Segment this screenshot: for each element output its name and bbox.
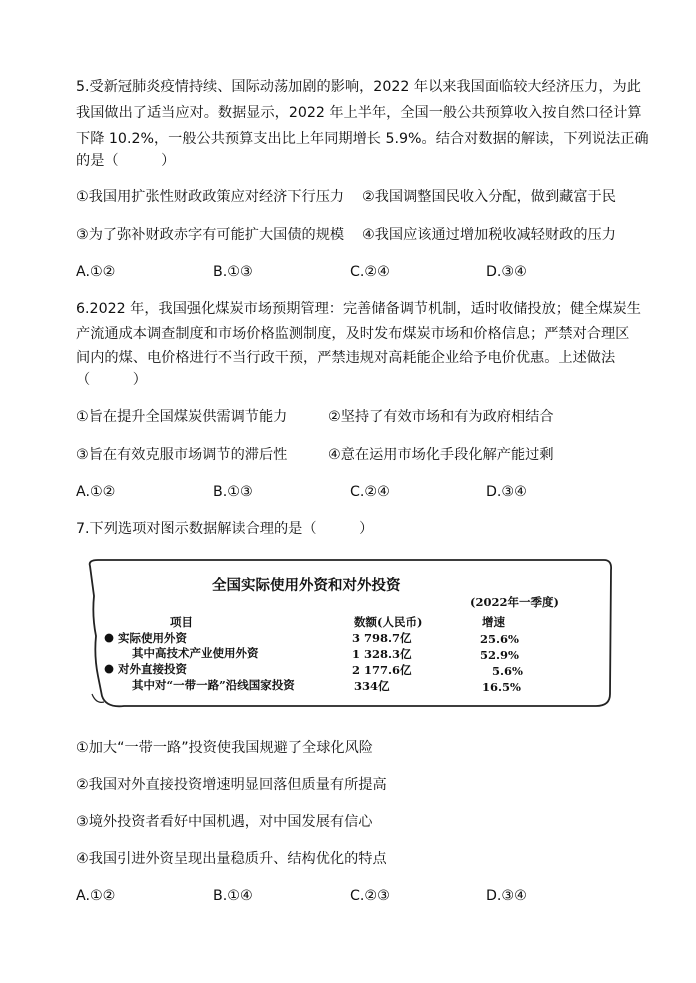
q6-stem-line-2: 产流通成本调查制度和市场价格监测制度，及时发布煤炭市场和价格信息；严禁对合理区: [76, 326, 630, 342]
q6-choice-d[interactable]: D.③④: [486, 484, 527, 500]
q7-item-4: ④我国引进外资呈现出量稳质升、结构优化的特点: [76, 851, 387, 867]
q7-stem: 7.下列选项对图示数据解读合理的是（ ）: [76, 521, 374, 537]
q5-choice-b[interactable]: B.①③: [213, 264, 253, 280]
q7-data-figure: [84, 556, 614, 714]
q5-choice-c[interactable]: C.②④: [350, 264, 390, 280]
figure-row-1-item: 实际使用外资: [118, 631, 187, 645]
q7-item-2: ②我国对外直接投资增速明显回落但质量有所提高: [76, 777, 387, 793]
q5-choice-d[interactable]: D.③④: [486, 264, 527, 280]
figure-row-4-item: 其中对“一带一路”沿线国家投资: [132, 678, 295, 692]
q7-choice-b[interactable]: B.①④: [213, 888, 253, 904]
q6-item-4: ④意在运用市场化手段化解产能过剩: [328, 447, 554, 463]
q6-stem-line-1: 6.2022 年，我国强化煤炭市场预期管理：完善储备调节机制，适时收储投放；健全煤炭生: [76, 301, 641, 317]
figure-row-1-bullet: ●: [104, 630, 115, 644]
q5-choice-a[interactable]: A.①②: [76, 264, 116, 280]
q6-choice-c[interactable]: C.②④: [350, 484, 390, 500]
q6-item-3: ③旨在有效克服市场调节的滞后性: [76, 447, 288, 463]
q6-stem-line-3: 间内的煤、电价格进行不当行政干预，严禁违规对高耗能企业给予电价优惠。上述做法: [76, 350, 616, 366]
figure-period: (2022年一季度): [470, 595, 559, 609]
figure-row-2-growth: 52.9%: [480, 648, 519, 662]
q5-item-2: ②我国调整国民收入分配，做到藏富于民: [362, 189, 616, 205]
q6-choice-a[interactable]: A.①②: [76, 484, 116, 500]
figure-row-3-bullet: ●: [104, 661, 115, 675]
q5-item-4: ④我国应该通过增加税收减轻财政的压力: [362, 227, 616, 243]
figure-header-item: 项目: [170, 615, 193, 629]
q7-choice-c[interactable]: C.②③: [350, 888, 390, 904]
q6-item-1: ①旨在提升全国煤炭供需调节能力: [76, 409, 288, 425]
figure-header-growth: 增速: [482, 615, 505, 629]
figure-row-2-item: 其中高技术产业使用外资: [132, 646, 259, 660]
figure-row-3-amount: 2 177.6亿: [352, 663, 412, 677]
q5-item-3: ③为了弥补财政赤字有可能扩大国债的规模: [76, 227, 345, 243]
q7-item-3: ③境外投资者看好中国机遇，对中国发展有信心: [76, 814, 373, 830]
figure-row-4-growth: 16.5%: [482, 680, 521, 694]
q6-stem-line-4: （ ）: [76, 372, 147, 388]
q7-item-1: ①加大“一带一路”投资使我国规避了全球化风险: [76, 740, 373, 756]
q5-stem-line-3: 下降 10.2%，一般公共预算支出比上年同期增长 5.9%。结合对数据的解读，下列说法正确: [76, 131, 649, 147]
q5-stem-line-1: 5.受新冠肺炎疫情持续、国际动荡加剧的影响，2022 年以来我国面临较大经济压力，为此: [76, 79, 641, 95]
figure-row-1-growth: 25.6%: [480, 632, 519, 646]
figure-title: 全国实际使用外资和对外投资: [212, 577, 401, 594]
figure-row-3-growth: 5.6%: [492, 664, 523, 678]
q5-stem-line-2: 我国做出了适当应对。数据显示，2022 年上半年，全国一般公共预算收入按自然口径计算: [76, 105, 642, 121]
figure-header-amount: 数额(人民币): [354, 615, 423, 629]
figure-row-1-amount: 3 798.7亿: [352, 631, 412, 645]
q5-item-1: ①我国用扩张性财政政策应对经济下行压力: [76, 189, 345, 205]
q6-choice-b[interactable]: B.①③: [213, 484, 253, 500]
q7-choice-d[interactable]: D.③④: [486, 888, 527, 904]
q5-stem-line-4: 的是（ ）: [76, 153, 176, 169]
figure-row-4-amount: 334亿: [354, 679, 390, 693]
q7-choice-a[interactable]: A.①②: [76, 888, 116, 904]
figure-row-2-amount: 1 328.3亿: [352, 647, 412, 661]
figure-row-3-item: 对外直接投资: [118, 662, 187, 676]
q6-item-2: ②坚持了有效市场和有为政府相结合: [328, 409, 554, 425]
